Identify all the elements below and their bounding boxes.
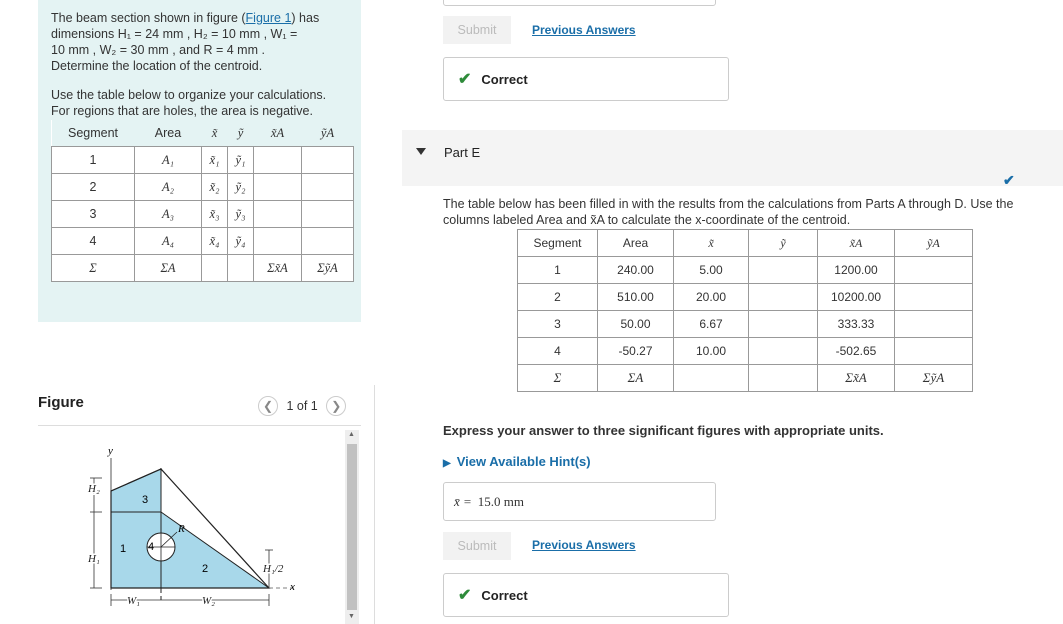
- seg3-label: 3: [142, 494, 149, 506]
- determine-text: Determine the location of the centroid.: [51, 59, 263, 73]
- col-y: ỹ: [749, 230, 818, 257]
- radius-label: R: [178, 523, 185, 535]
- table-cell: 3: [52, 201, 135, 228]
- dims-line-2: 10 mm , W₂ = 30 mm , and R = 4 mm .: [51, 43, 265, 57]
- h1-half-label: H₁/2: [263, 563, 284, 575]
- h2-label: H₂: [88, 483, 100, 495]
- correct-feedback: ✔ Correct: [443, 573, 729, 617]
- table-cell: x̃₂: [202, 174, 228, 201]
- table-cell: 1: [52, 147, 135, 174]
- table-cell: 2: [52, 174, 135, 201]
- table-row: [518, 284, 973, 311]
- table-cell: [749, 311, 818, 338]
- col-x: x̃: [202, 120, 228, 147]
- table-cell: [749, 257, 818, 284]
- col-ya: ỹA: [302, 120, 354, 147]
- answer-field[interactable]: [443, 482, 716, 521]
- table-cell: [254, 201, 302, 228]
- table-cell: [749, 284, 818, 311]
- table-cell: [254, 147, 302, 174]
- view-hints-link[interactable]: ▶ View Available Hint(s): [443, 454, 591, 469]
- figure-divider: [38, 425, 361, 426]
- table-cell: [254, 228, 302, 255]
- answer-value: 15.0 mm: [477, 493, 525, 509]
- table-cell: 10200.00: [818, 284, 895, 311]
- table-cell: 240.00: [598, 257, 674, 284]
- table-cell: ΣA: [598, 365, 674, 392]
- table-row: [52, 228, 354, 255]
- x-axis-label: x: [290, 581, 295, 593]
- table-cell: 2: [518, 284, 598, 311]
- problem-statement: The beam section shown in figure (Figure 1) has dimensions H₁ = 24 mm , H₂ = 10 mm , W₁ = 10 mm , W₂ = 30 mm , and R = 4 mm . Determine the location of the centroid. Use the table below to organize your calculations. For regions that are holes, the area is negative.: [51, 10, 351, 119]
- table-cell: 1200.00: [818, 257, 895, 284]
- table-cell: [895, 338, 973, 365]
- express-instructions: Express your answer to three significant figures with appropriate units.: [443, 423, 884, 438]
- problem-table: [51, 120, 354, 282]
- table-cell: 1: [518, 257, 598, 284]
- table-cell: Σx̃A: [254, 255, 302, 282]
- col-x: x̃: [674, 230, 749, 257]
- table-cell: [202, 255, 228, 282]
- table-cell: x̃₃: [202, 201, 228, 228]
- table-cell: ỹ₂: [228, 174, 254, 201]
- seg2-label: 2: [202, 563, 209, 575]
- previous-answers-link-top[interactable]: Previous Answers: [532, 23, 636, 37]
- table-row: [52, 255, 354, 282]
- h1-label: H₁: [88, 553, 100, 565]
- figure-page-count: 1 of 1: [286, 399, 318, 413]
- table-cell: [895, 311, 973, 338]
- table-cell: 3: [518, 311, 598, 338]
- table-cell: ΣA: [135, 255, 202, 282]
- y-axis-label: y: [108, 445, 113, 457]
- table-row: [518, 365, 973, 392]
- table-cell: 510.00: [598, 284, 674, 311]
- table-cell: 10.00: [674, 338, 749, 365]
- table-cell: ΣỹA: [302, 255, 354, 282]
- table-cell: 333.33: [818, 311, 895, 338]
- table-cell: A₂: [135, 174, 202, 201]
- panel-divider: [374, 385, 375, 624]
- submit-button-top[interactable]: Submit: [443, 16, 511, 44]
- table-row: [518, 257, 973, 284]
- collapse-triangle-icon[interactable]: [416, 148, 426, 155]
- table-cell: [895, 257, 973, 284]
- results-table: [517, 229, 973, 392]
- col-xa: x̃A: [254, 120, 302, 147]
- table-row: [52, 174, 354, 201]
- table-cell: [302, 174, 354, 201]
- figure-link[interactable]: Figure 1: [245, 11, 292, 25]
- table-cell: 6.67: [674, 311, 749, 338]
- part-e-instructions: The table below has been filled in with the results from the calculations from Parts A through D. Use the columns labeled Area and x̃A to calculate the x-coordinate of the centroid.: [443, 197, 1014, 227]
- table-cell: Σ: [52, 255, 135, 282]
- table-row: [518, 338, 973, 365]
- table-cell: [749, 338, 818, 365]
- table-cell: ỹ₃: [228, 201, 254, 228]
- part-e-header[interactable]: [402, 130, 1063, 186]
- table-cell: Σx̃A: [818, 365, 895, 392]
- col-xa: x̃A: [818, 230, 895, 257]
- table-cell: ỹ₁: [228, 147, 254, 174]
- seg4-label: 4: [148, 541, 155, 553]
- table-cell: x̃₄: [202, 228, 228, 255]
- previous-answer-box[interactable]: [443, 0, 716, 6]
- table-cell: [749, 365, 818, 392]
- holes-text: For regions that are holes, the area is negative.: [51, 104, 313, 118]
- w2-label: W₂: [202, 595, 215, 607]
- previous-answers-link[interactable]: Previous Answers: [532, 538, 636, 552]
- table-cell: Σ: [518, 365, 598, 392]
- table-cell: x̃₁: [202, 147, 228, 174]
- hint-triangle-icon: ▶: [443, 458, 451, 469]
- table-cell: [228, 255, 254, 282]
- correct-feedback-top: ✔ Correct: [443, 57, 729, 101]
- table-cell: 20.00: [674, 284, 749, 311]
- use-table-text: Use the table below to organize your calculations.: [51, 88, 327, 102]
- table-cell: 4: [52, 228, 135, 255]
- table-row: [518, 311, 973, 338]
- seg1-label: 1: [120, 543, 127, 555]
- table-row: [52, 201, 354, 228]
- scroll-down-icon[interactable]: ▼: [348, 613, 355, 620]
- table-cell: 4: [518, 338, 598, 365]
- col-ya: ỹA: [895, 230, 973, 257]
- table-cell: A₃: [135, 201, 202, 228]
- table-cell: 50.00: [598, 311, 674, 338]
- check-icon: ✔: [458, 71, 472, 88]
- col-segment: Segment: [52, 120, 135, 147]
- figure-pager: [258, 396, 362, 416]
- table-cell: [302, 201, 354, 228]
- table-cell: -502.65: [818, 338, 895, 365]
- col-y: ỹ: [228, 120, 254, 147]
- col-area: Area: [598, 230, 674, 257]
- table-cell: ΣỹA: [895, 365, 973, 392]
- table-cell: [302, 147, 354, 174]
- prev-figure-button[interactable]: ❮: [258, 396, 278, 416]
- table-cell: 5.00: [674, 257, 749, 284]
- table-row: [52, 147, 354, 174]
- segment-3-triangle: [111, 469, 161, 512]
- col-area: Area: [135, 120, 202, 147]
- dims-line-1: dimensions H₁ = 24 mm , H₂ = 10 mm , W₁ =: [51, 27, 298, 41]
- beam-figure: [80, 440, 320, 624]
- part-e-label[interactable]: Part E: [444, 145, 481, 160]
- table-cell: A₁: [135, 147, 202, 174]
- part-complete-check-icon: ✔: [1003, 172, 1015, 188]
- table-cell: [302, 228, 354, 255]
- figure-scroll-thumb[interactable]: [347, 444, 357, 610]
- table-cell: [674, 365, 749, 392]
- table-cell: A₄: [135, 228, 202, 255]
- table-cell: [895, 284, 973, 311]
- table-cell: ỹ₄: [228, 228, 254, 255]
- figure-title: Figure: [38, 394, 84, 411]
- check-icon: ✔: [458, 587, 472, 604]
- submit-button[interactable]: Submit: [443, 532, 511, 560]
- col-segment: Segment: [518, 230, 598, 257]
- w1-label: W₁: [127, 595, 140, 607]
- answer-label: x̄ =: [454, 493, 472, 509]
- next-figure-button[interactable]: ❯: [326, 396, 346, 416]
- table-cell: [254, 174, 302, 201]
- scroll-up-icon[interactable]: ▲: [348, 431, 355, 438]
- table-cell: -50.27: [598, 338, 674, 365]
